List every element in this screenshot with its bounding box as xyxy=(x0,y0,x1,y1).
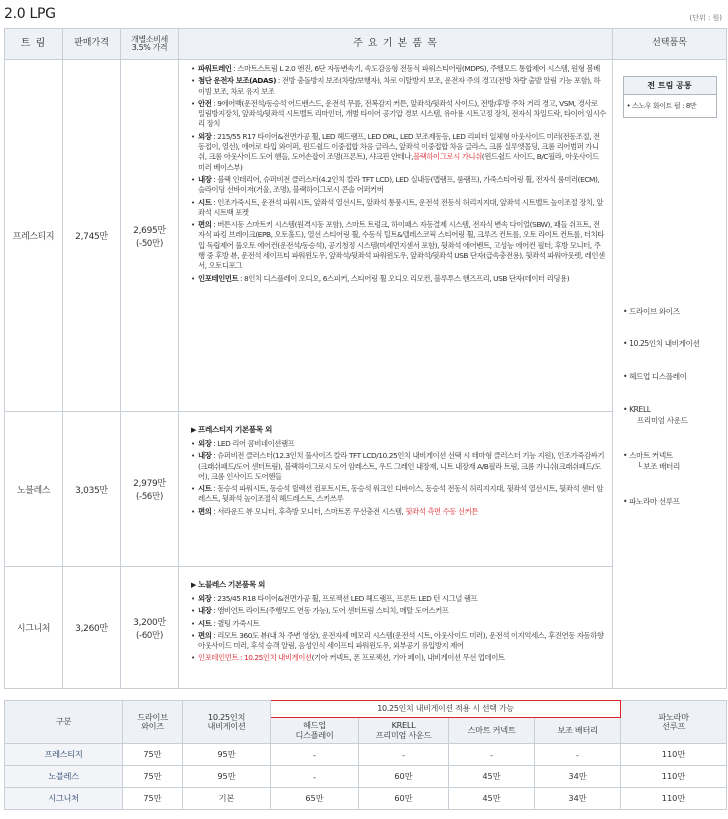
option-price-panorama: 110만 xyxy=(621,788,727,810)
header-features: 주 요 기 본 품 목 xyxy=(179,29,613,60)
header-price: 판매가격 xyxy=(63,29,121,60)
unit-label: (단위 : 원) xyxy=(689,14,722,22)
noblesse-feature-row: • 외장 : LED 리어 콤비네이션램프 xyxy=(191,439,606,449)
signature-features xyxy=(179,567,613,689)
option-price-drive: 75만 xyxy=(123,744,183,766)
signature-header: ▶ 노블레스 기본품목 외 xyxy=(191,579,606,590)
option-price-hud: 65만 xyxy=(271,788,359,810)
option-price-trim: 노블레스 xyxy=(5,766,123,788)
option-price-row xyxy=(5,788,727,810)
noblesse-features xyxy=(179,412,613,567)
opt-header-smart: 스마트 커넥트 xyxy=(449,718,535,744)
common-option-box xyxy=(623,76,717,118)
opt-header-panorama: 파노라마 선루프 xyxy=(621,701,727,744)
option-price-smart: - xyxy=(449,744,535,766)
noblesse-feature-row: • 편의 : 서라운드 뷰 모니터, 후측방 모니터, 스마트폰 무선충전 시스템, 뒷좌석 측면 수동 선커튼 xyxy=(191,507,606,517)
header-trim: 트 림 xyxy=(5,29,63,60)
common-option-title: 전 트림 공통 xyxy=(624,77,716,95)
header-options: 선택품목 xyxy=(613,29,727,60)
option-smart-connect: • 스마트 커넥트 └ 보조 배터리 xyxy=(623,451,680,471)
spec-table xyxy=(4,28,727,689)
option-price-nav: 95만 xyxy=(183,744,271,766)
prestige-feature-row: • 안전 : 9에어백(운전석/동승석 어드밴스드, 운전석 무릎, 전복감지 커튼, 앞좌석/뒷좌석 사이드), 전방/후방 주차 거리 경고, VSM, 경사로 밀림방지장치, 앞좌석/뒷좌석 시트벨트 리마인더, 개별 타이어 공기압 경보 시스템, 유아용 시트고정 장치, 전자식 차일드락, 타이어 임시수리 장치 xyxy=(191,99,606,130)
option-price-row xyxy=(5,766,727,788)
signature-feature-row: • 편의 : 리모트 360도 뷰(내 차 주변 영상), 운전자세 메모리 시스템(운전석 시트, 아웃사이드 미러), 운전석 이지억세스, 후진연동 자동하향 아웃사이드 미러, 후석 승객 알림, 음성인식 세이프티 파워윈도우, 외부공기 유입방지 제어 xyxy=(191,631,606,652)
signature-feature-row: • 내장 : 앰비언트 라이트(주행모드 연동 가능), 도어 센터트림 스티치, 메탈 도어스커프 xyxy=(191,606,606,616)
prestige-feature-row: • 인포테인먼트 : 8인치 디스플레이 오디오, 6스피커, 스티어링 휠 오디오 리모컨, 블루투스 핸즈프리, USB 단자(데이터 리딩용) xyxy=(191,274,606,284)
opt-header-drive: 드라이브 와이즈 xyxy=(123,701,183,744)
option-price-table xyxy=(4,700,727,810)
signature-feature-row: • 외장 : 235/45 R18 타이어&전면가공 휠, 프로젝션 LED 헤드램프, 프론트 LED 턴 시그널 램프 xyxy=(191,594,606,604)
option-price-krell: - xyxy=(359,744,449,766)
option-price-krell: 60만 xyxy=(359,766,449,788)
opt-header-hud: 헤드업 디스플레이 xyxy=(271,718,359,744)
noblesse-feature-row: • 내장 : 슈퍼비전 클러스터(12.3인치 풀사이즈 칼라 TFT LCD/10.25인치 내비게이션 선택 시 테마형 클러스터 기능 지원), 인조가죽감싸기(크래쉬패드/도어 센터트림), 블랙하이그로시 도어 암레스트, 우드 그레인 내장재, 니트 내장재 A/B필라 트림, 크롬 가니쉬(크래쉬패드/도어), 크롬 인사이드 도어핸들 xyxy=(191,451,606,482)
trim-prestige-price: 2,745만 xyxy=(63,60,121,412)
opt-header-krell: KRELL 프리미엄 사운드 xyxy=(359,718,449,744)
trim-prestige-name: 프레스티지 xyxy=(5,60,63,412)
trim-noblesse-price: 3,035만 xyxy=(63,412,121,567)
trim-signature-tax: 3,200만 (-60만) xyxy=(121,567,179,689)
opt-header-trim: 구분 xyxy=(5,701,123,744)
option-price-smart: 45만 xyxy=(449,788,535,810)
prestige-feature-row: • 편의 : 버튼시동 스마트키 시스템(원격시동 포함), 스마트 트렁크, 하이패스 자동결제 시스템, 전자식 변속 다이얼(SBW), 패들 쉬프트, 전자식 파킹 브레이크(EPB, 오토홀드), 열선 스티어링 휠, 수동식 틸트&텔레스코픽 스티어링 휠, 크루즈 컨트롤, 오토 라이트 컨트롤, 터치타입 독립제어 풀오토 에어컨(운전석/동승석), 공기청정 시스템(미세먼지센서 포함), 뒷좌석 에어벤트, 고성능 에어컨 필터, 후방 모니터, 주행 중 후방 뷰, 운전석 세이프티 파워윈도우, 앞좌석/뒷좌석 파워윈도우, 앞좌석/뒷좌석 USB 단자(급속충전용), 뒷좌석 파워아웃렛, 레인센서, 오토디포그 xyxy=(191,220,606,271)
prestige-feature-row: • 시트 : 인조가죽시트, 운전석 파워시트, 앞좌석 열선시트, 앞좌석 통풍시트, 운전석 전동식 허리지지대, 앞좌석 시트벨트 높이조절 장치, 앞좌석 시트백 포켓 xyxy=(191,198,606,219)
noblesse-header: ▶ 프레스티지 기본품목 외 xyxy=(191,424,606,435)
option-price-drive: 75만 xyxy=(123,766,183,788)
option-panorama: • 파노라마 선루프 xyxy=(623,497,680,506)
option-price-trim: 시그니처 xyxy=(5,788,123,810)
option-navigation: • 10.25인치 내비게이션 xyxy=(623,339,700,348)
prestige-feature-row: • 내장 : 블랙 인테리어, 슈퍼비전 클러스터(4.2인치 칼라 TFT LCD), LED 실내등(맵램프, 룸램프), 가죽스티어링 휠, 전자식 룸미러(ECM), 슬라이딩 선바이저(거울, 조명), 블랙하이그로시 콘솔 어퍼커버 xyxy=(191,175,606,196)
prestige-feature-row: • 외장 : 215/55 R17 타이어&전면가공 휠, LED 헤드램프, LED DRL, LED 보조제동등, LED 리피터 일체형 아웃사이드 미러(전동조절, 전동접이, 열선), 에어로 타입 와이퍼, 윈드쉴드 이중접합 차음 글라스, 앞좌석 이중접합 차음 글라스, 크롬 실루엣몰딩, 크롬 리어범퍼 가니쉬, 크롬 아웃사이드 도어 핸들, 도어손잡이 조명(프론트), 샤크핀 안테나,블랙하이그로시 가니쉬(윈드쉴드 사이드, B/C필라, 아웃사이드 미러 베이스부) xyxy=(191,132,606,173)
opt-header-nav: 10.25인치 내비게이션 xyxy=(183,701,271,744)
trim-prestige-tax: 2,695만 (-50만) xyxy=(121,60,179,412)
option-price-battery: 34만 xyxy=(535,766,621,788)
trim-signature-price: 3,260만 xyxy=(63,567,121,689)
header-tax: 개별소비세 3.5% 가격 xyxy=(121,29,179,60)
opt-header-nav-group: 10.25인치 내비게이션 적용 시 선택 가능 xyxy=(271,701,621,718)
page-title: 2.0 LPG xyxy=(4,6,56,22)
trim-signature-name: 시그니처 xyxy=(5,567,63,689)
option-price-battery: 34만 xyxy=(535,788,621,810)
trim-noblesse-name: 노블레스 xyxy=(5,412,63,567)
option-price-hud: - xyxy=(271,766,359,788)
prestige-features xyxy=(179,60,613,412)
options-column xyxy=(613,60,727,689)
option-price-drive: 75만 xyxy=(123,788,183,810)
option-price-smart: 45만 xyxy=(449,766,535,788)
option-krell: • KRELL 프리미엄 사운드 xyxy=(623,405,688,425)
option-price-panorama: 110만 xyxy=(621,766,727,788)
prestige-feature-row: • 파워트레인 : 스마트스트림 L 2.0 엔진, 6단 자동변속기, 속도감응형 전동식 파워스티어링(MDPS), 주행모드 통합제어 시스템, 원형 봄베 xyxy=(191,64,606,74)
option-price-hud: - xyxy=(271,744,359,766)
trim-noblesse-tax: 2,979만 (-56만) xyxy=(121,412,179,567)
option-price-nav: 기본 xyxy=(183,788,271,810)
option-price-krell: 60만 xyxy=(359,788,449,810)
option-price-battery: - xyxy=(535,744,621,766)
option-price-row xyxy=(5,744,727,766)
common-option-item: • 스노우 화이트 펄 : 8만 xyxy=(626,102,697,110)
option-price-panorama: 110만 xyxy=(621,744,727,766)
opt-header-battery: 보조 배터리 xyxy=(535,718,621,744)
option-hud: • 헤드업 디스플레이 xyxy=(623,372,687,381)
signature-feature-row: • 인포테인먼트 : 10.25인치 내비게이션(기아 커넥트, 폰 프로젝션, 기아 페이), 내비게이션 무선 업데이트 xyxy=(191,653,606,663)
signature-feature-row: • 시트 : 퀼팅 가죽시트 xyxy=(191,619,606,629)
option-price-nav: 95만 xyxy=(183,766,271,788)
prestige-feature-row: • 첨단 운전자 보조(ADAS) : 전방 충돌방지 보조(차량/보행자), 차로 이탈방지 보조, 운전자 주의 경고(전방 차량 출발 알림 기능 포함), 하이빔 보조, 차로 유지 보조 xyxy=(191,76,606,97)
noblesse-feature-row: • 시트 : 동승석 파워시트, 동승석 릴렉션 컴포트시트, 동승석 워크인 디바이스, 동승석 전동식 허리지지대, 뒷좌석 열선시트, 뒷좌석 센터 암레스트, 뒷좌석 높이조절식 헤드레스트, 스키쓰루 xyxy=(191,484,606,505)
option-price-trim: 프레스티지 xyxy=(5,744,123,766)
option-drive-wise: • 드라이브 와이즈 xyxy=(623,307,680,316)
